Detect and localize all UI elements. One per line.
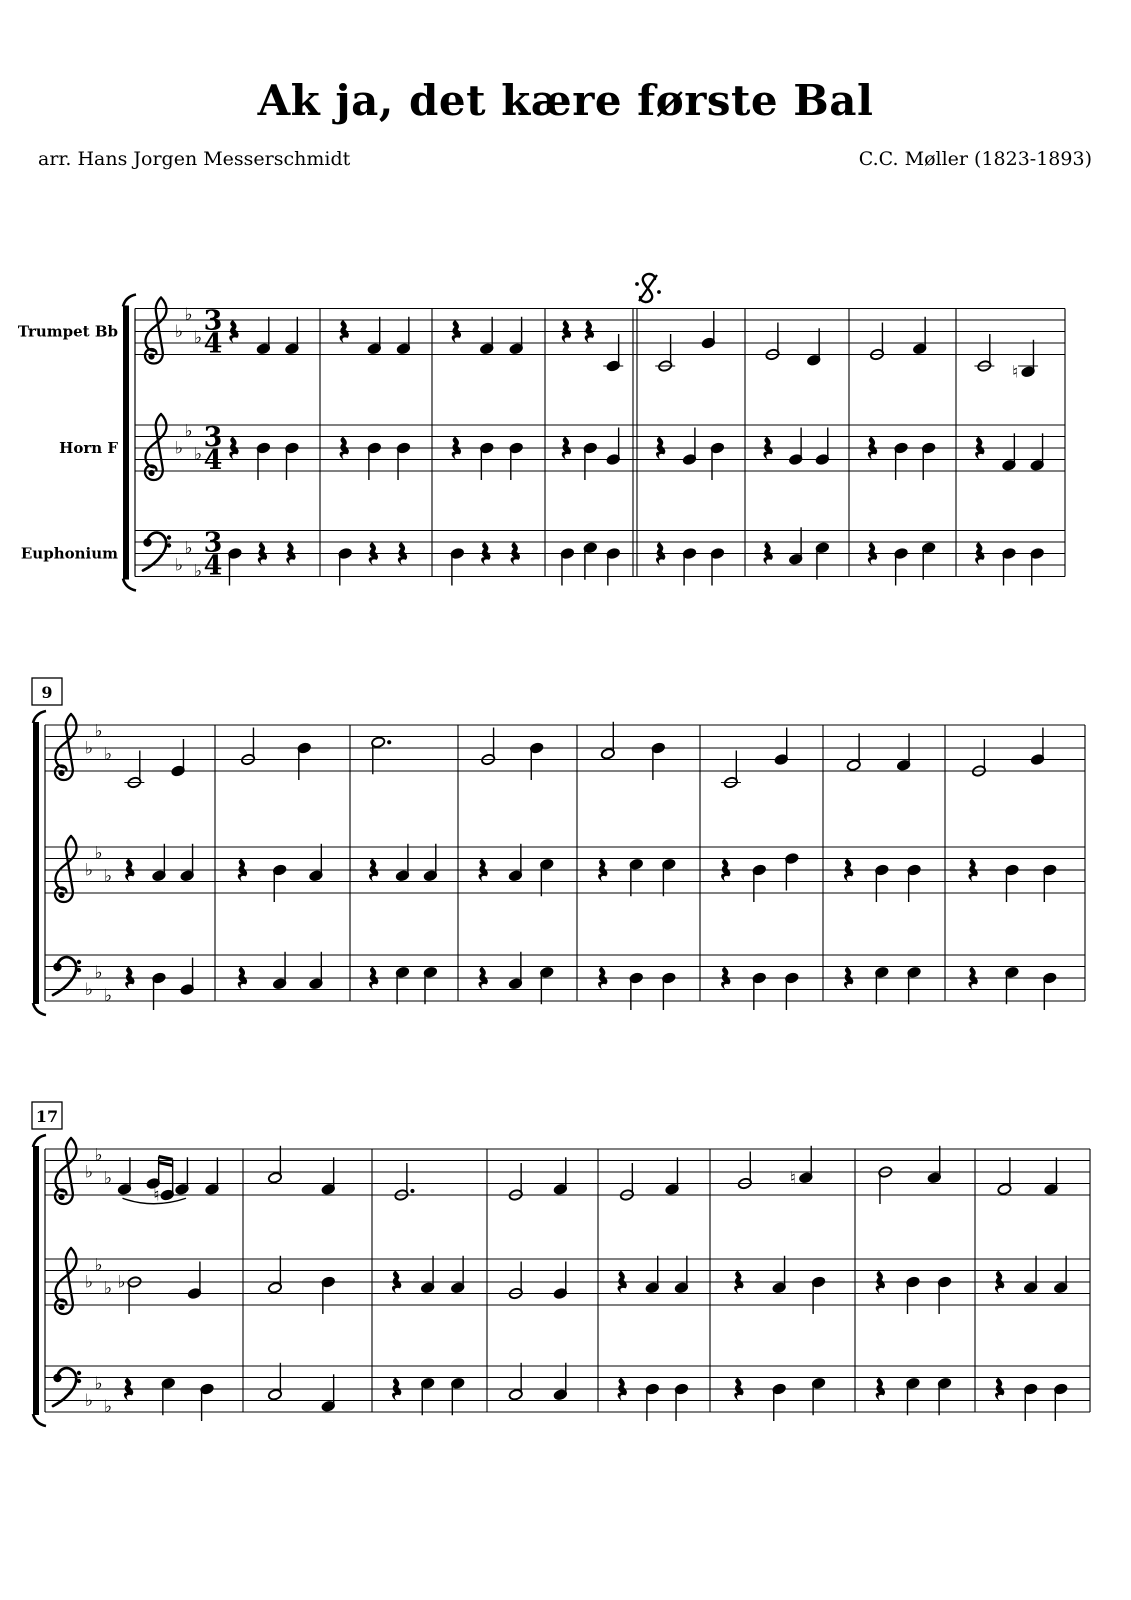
flat-accidental-icon: ♭ [84,1391,94,1412]
flat-accidental-icon: ♭ [174,322,184,343]
time-signature-numerator: 3 [203,422,223,453]
flat-accidental-icon: ♭ [184,538,193,559]
piece-title: Ak ja, det kære første Bal [257,76,874,125]
flat-accidental-icon: ♭ [174,438,184,459]
flat-accidental-icon: ♭ [184,421,193,442]
measure-number: 17 [35,1107,59,1126]
flat-accidental-icon: ♭ [94,843,103,864]
flat-accidental-icon: ♭ [94,1145,103,1166]
stave-trumpet-bb [45,1138,1090,1206]
flat-accidental-icon: ♭ [193,327,203,348]
flat-accidental-icon: ♭ [103,866,113,887]
flat-accidental-icon: ♭ [103,744,113,765]
treble-clef-icon [55,1138,77,1204]
stave-euphonium [45,1363,1090,1421]
treble-clef-icon [55,836,77,902]
system-1 [18,274,1065,591]
stave-horn-f [45,836,1085,902]
time-signature-denominator: 4 [203,550,223,582]
natural-accidental-icon: ♮ [789,1168,796,1189]
time-signature-denominator: 4 [203,328,223,360]
composer-credit: C.C. Møller (1823-1893) [858,148,1092,170]
stave-horn-f [59,414,1065,480]
treble-clef-icon [55,1248,77,1314]
flat-accidental-icon: ♭ [174,555,184,576]
flat-accidental-icon: ♭ [84,738,94,759]
flat-accidental-icon: ♭ [103,1168,113,1189]
stave-euphonium [21,527,1065,585]
flat-accidental-icon: ♭ [103,1396,113,1417]
flat-accidental-icon: ♭ [184,304,193,325]
flat-accidental-icon: ♭ [94,962,103,983]
system-2 [32,678,1085,1015]
flat-accidental-icon: ♭ [84,980,94,1001]
segno-icon [635,274,661,302]
system-3 [32,1102,1090,1426]
flat-accidental-icon: ♭ [94,1373,103,1394]
flat-accidental-icon: ♭ [84,1272,94,1293]
stave-trumpet-bb [18,298,1065,383]
treble-clef-icon [145,414,167,480]
flat-accidental-icon: ♭ [103,985,113,1006]
flat-accidental-icon: ♭ [193,444,203,465]
instrument-label: Trumpet Bb [17,322,118,341]
time-signature-numerator: 3 [203,305,223,337]
flat-accidental-icon: ♭ [103,1278,113,1299]
instrument-label: Horn F [59,439,118,457]
arranger-credit: arr. Hans Jorgen Messerschmidt [38,148,351,170]
time-signature-denominator: 4 [203,445,223,476]
natural-accidental-icon: ♮ [1012,362,1019,383]
flat-accidental-icon: ♭ [84,860,94,881]
time-signature-numerator: 3 [203,527,223,559]
flat-accidental-icon: ♭ [84,1162,94,1183]
flat-accidental-icon: ♭ [94,721,103,742]
stave-trumpet-bb [45,714,1085,789]
stave-horn-f [45,1248,1090,1314]
natural-accidental-icon: ♮ [153,1185,160,1206]
treble-clef-icon [145,298,167,364]
stave-euphonium [45,952,1085,1010]
flat-accidental-icon: ♭ [193,561,203,582]
instrument-label: Euphonium [20,544,118,563]
measure-number: 9 [41,683,53,702]
treble-clef-icon [55,714,77,780]
flat-accidental-icon: ♭ [117,1272,126,1293]
flat-accidental-icon: ♭ [94,1255,103,1276]
